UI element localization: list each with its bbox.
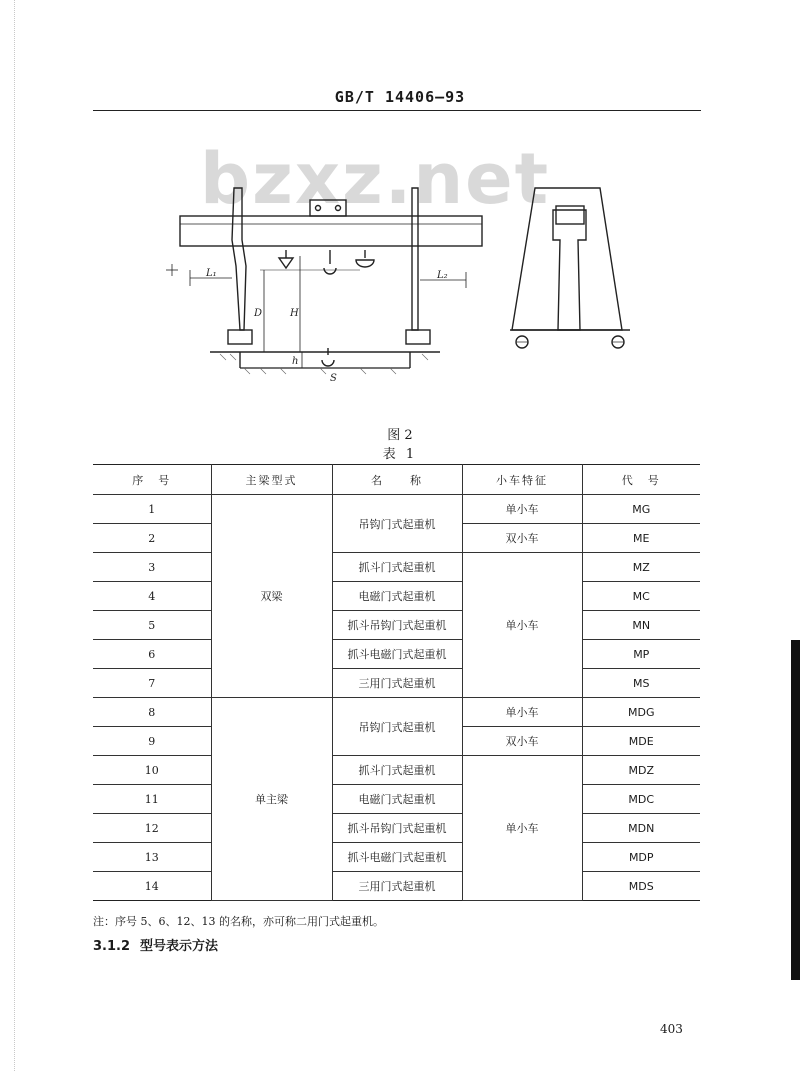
code-cell: MDS [582, 872, 700, 901]
label-H: H [290, 308, 299, 319]
name-cell: 三用门式起重机 [332, 872, 462, 901]
col-header-girder: 主梁型式 [211, 465, 332, 495]
name-cell: 电磁门式起重机 [332, 785, 462, 814]
name-cell: 抓斗吊钩门式起重机 [332, 611, 462, 640]
girder-type-cell: 单主梁 [211, 698, 332, 901]
label-h: h [292, 356, 299, 367]
code-cell: MG [582, 495, 700, 524]
watermark: bzxz.net [200, 138, 551, 220]
name-cell: 电磁门式起重机 [332, 582, 462, 611]
name-cell: 三用门式起重机 [332, 669, 462, 698]
table-row [93, 756, 700, 785]
row-no: 7 [93, 669, 211, 698]
table-row [93, 698, 700, 727]
name-cell: 抓斗吊钩门式起重机 [332, 814, 462, 843]
table-row [93, 495, 700, 524]
trolley-cell: 单小车 [462, 553, 582, 698]
table-row [93, 582, 700, 611]
trolley-cell: 双小车 [462, 524, 582, 553]
code-cell: MDG [582, 698, 700, 727]
name-cell: 抓斗门式起重机 [332, 553, 462, 582]
grab-bucket [356, 250, 374, 267]
row-no: 1 [93, 495, 211, 524]
col-header-no: 序 号 [93, 465, 211, 495]
table-row [93, 872, 700, 901]
row-no: 13 [93, 843, 211, 872]
name-cell: 吊钩门式起重机 [332, 698, 462, 756]
trolley-cell: 双小车 [462, 727, 582, 756]
row-no: 4 [93, 582, 211, 611]
label-S: S [330, 373, 337, 384]
page-number: 403 [660, 1022, 683, 1036]
code-cell: MDC [582, 785, 700, 814]
row-no: 2 [93, 524, 211, 553]
scan-edge-dots [14, 0, 19, 1071]
crane-type-table [93, 464, 700, 901]
table-row [93, 843, 700, 872]
label-L2: L₂ [437, 270, 448, 281]
name-cell: 抓斗门式起重机 [332, 756, 462, 785]
section-title: 型号表示方法 [140, 939, 219, 954]
code-cell: MZ [582, 553, 700, 582]
label-D: D [254, 308, 263, 319]
table-row [93, 553, 700, 582]
col-header-code: 代 号 [582, 465, 700, 495]
girder-type-cell: 双梁 [211, 495, 332, 698]
row-no: 10 [93, 756, 211, 785]
code-cell: MDN [582, 814, 700, 843]
code-cell: ME [582, 524, 700, 553]
code-cell: MDE [582, 727, 700, 756]
table-header-row [93, 465, 700, 495]
col-header-name: 名 称 [332, 465, 462, 495]
name-cell: 抓斗电磁门式起重机 [332, 843, 462, 872]
label-L1: L₁ [206, 268, 217, 279]
hook-low [322, 348, 334, 366]
code-cell: MC [582, 582, 700, 611]
gantry-crane-figure [160, 180, 640, 405]
hook-2 [324, 250, 336, 274]
code-cell: MP [582, 640, 700, 669]
header-rule [93, 110, 701, 111]
table-row [93, 611, 700, 640]
row-no: 12 [93, 814, 211, 843]
row-no: 6 [93, 640, 211, 669]
table-row [93, 640, 700, 669]
name-cell: 吊钩门式起重机 [332, 495, 462, 553]
row-no: 9 [93, 727, 211, 756]
right-leg [412, 188, 418, 330]
table-row [93, 814, 700, 843]
name-cell: 抓斗电磁门式起重机 [332, 640, 462, 669]
code-cell: MDP [582, 843, 700, 872]
left-leg [232, 188, 246, 330]
table-note: 注：序号 5、6、12、13 的名称，亦可称二用门式起重机。 [93, 915, 384, 928]
figure-caption: 图 2 [387, 428, 413, 443]
table-caption: 表 1 [382, 447, 418, 462]
code-cell: MS [582, 669, 700, 698]
code-cell: MDZ [582, 756, 700, 785]
section-heading [93, 935, 218, 954]
row-no: 5 [93, 611, 211, 640]
hook-1 [279, 250, 293, 268]
col-header-trolley: 小车特征 [462, 465, 582, 495]
standard-code-header: GB/T 14406—93 [334, 88, 466, 106]
row-no: 3 [93, 553, 211, 582]
trolley-cell: 单小车 [462, 756, 582, 901]
table-row [93, 669, 700, 698]
scan-edge-mark [791, 640, 800, 980]
row-no: 8 [93, 698, 211, 727]
row-no: 11 [93, 785, 211, 814]
row-no: 14 [93, 872, 211, 901]
main-girder [180, 216, 482, 246]
code-cell: MN [582, 611, 700, 640]
section-number: 3.1.2 [93, 939, 131, 954]
trolley-cell: 单小车 [462, 698, 582, 727]
table-row [93, 785, 700, 814]
trolley-cell: 单小车 [462, 495, 582, 524]
